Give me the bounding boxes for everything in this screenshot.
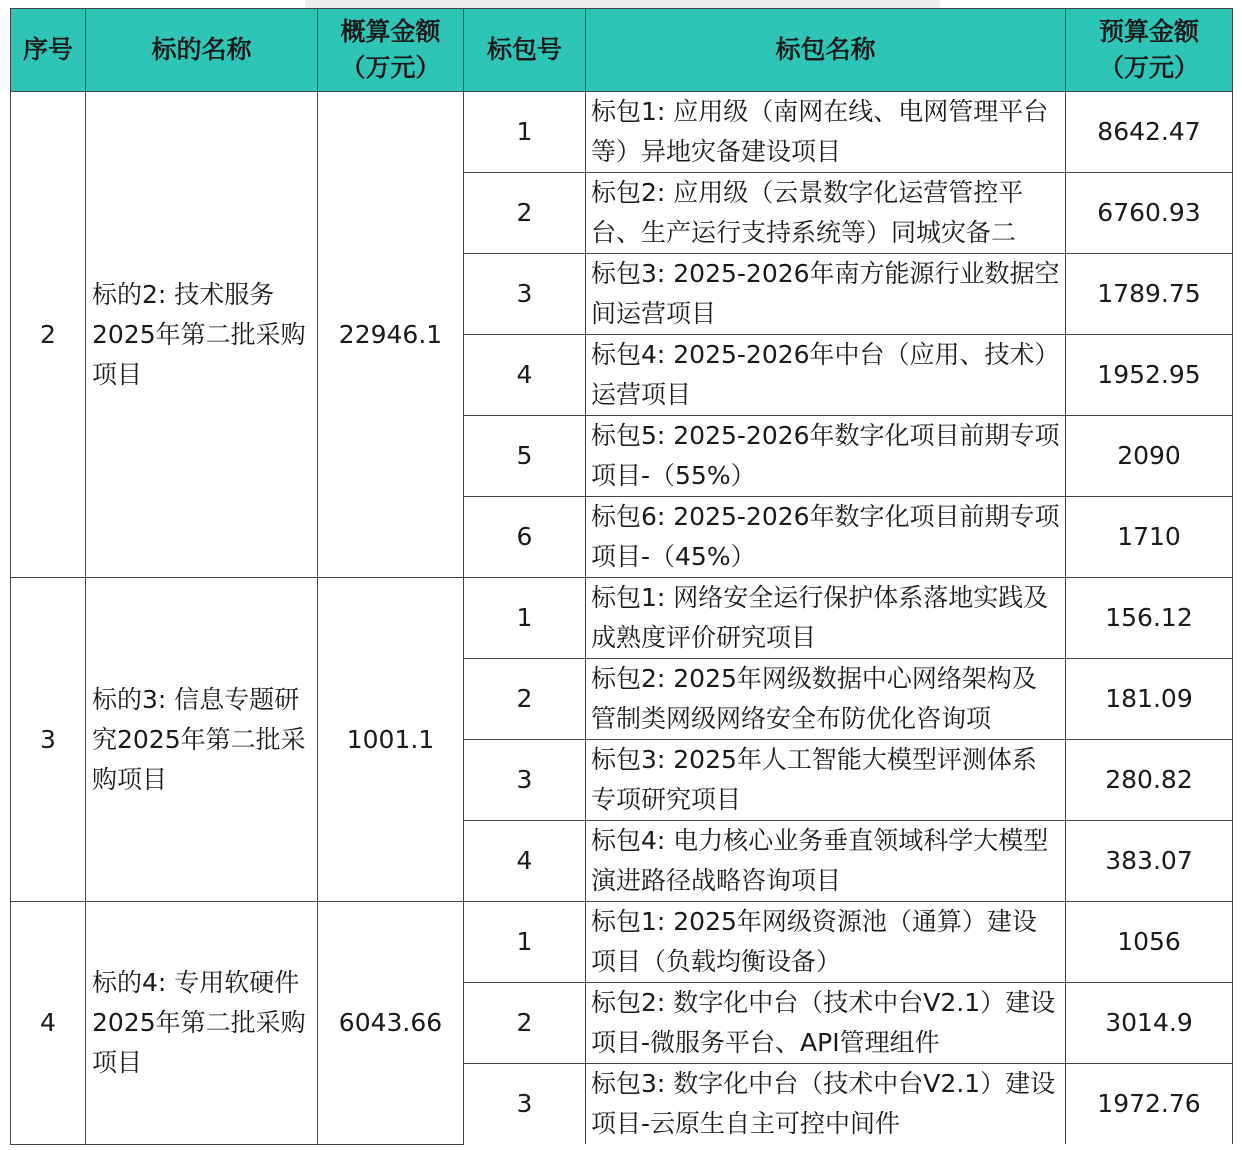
package-number: 1 xyxy=(464,902,586,983)
package-budget: 383.07 xyxy=(1066,821,1233,902)
header-budget-line2: （万元） xyxy=(1098,53,1199,82)
package-budget: 1952.95 xyxy=(1066,335,1233,416)
package-number: 1 xyxy=(464,578,586,659)
header-name: 标的名称 xyxy=(86,9,318,92)
group-name: 标的2: 技术服务2025年第二批采购项目 xyxy=(86,92,318,578)
package-budget: 1789.75 xyxy=(1066,254,1233,335)
package-budget: 8642.47 xyxy=(1066,92,1233,173)
package-number: 2 xyxy=(464,173,586,254)
package-name: 标包2: 2025年网级数据中心网络架构及管制类网级网络安全布防优化咨询项 xyxy=(586,659,1066,740)
header-estimate-line2: （万元） xyxy=(340,53,441,82)
package-number: 3 xyxy=(464,740,586,821)
group-name: 标的4: 专用软硬件2025年第二批采购项目 xyxy=(86,902,318,1145)
package-budget: 280.82 xyxy=(1066,740,1233,821)
package-number: 3 xyxy=(464,1064,586,1145)
package-name: 标包1: 应用级（南网在线、电网管理平台等）异地灾备建设项目 xyxy=(586,92,1066,173)
group-name: 标的3: 信息专题研究2025年第二批采购项目 xyxy=(86,578,318,902)
package-name: 标包3: 2025年人工智能大模型评测体系专项研究项目 xyxy=(586,740,1066,821)
package-number: 5 xyxy=(464,416,586,497)
package-number: 3 xyxy=(464,254,586,335)
package-budget: 2090 xyxy=(1066,416,1233,497)
package-budget: 156.12 xyxy=(1066,578,1233,659)
group-estimate: 1001.1 xyxy=(318,578,464,902)
package-name: 标包6: 2025-2026年数字化项目前期专项项目-（45%） xyxy=(586,497,1066,578)
procurement-table xyxy=(10,8,1233,1145)
package-budget: 181.09 xyxy=(1066,659,1233,740)
table-row xyxy=(11,578,1233,659)
package-name: 标包1: 2025年网级资源池（通算）建设项目（负载均衡设备） xyxy=(586,902,1066,983)
table-row xyxy=(11,92,1233,173)
package-number: 2 xyxy=(464,983,586,1064)
package-budget: 1710 xyxy=(1066,497,1233,578)
package-budget: 1972.76 xyxy=(1066,1064,1233,1145)
table-row xyxy=(11,902,1233,983)
package-name: 标包2: 应用级（云景数字化运营管控平台、生产运行支持系统等）同城灾备二 xyxy=(586,173,1066,254)
top-divider xyxy=(305,0,940,8)
group-seq: 2 xyxy=(11,92,86,578)
header-estimate xyxy=(318,9,464,92)
group-estimate: 22946.1 xyxy=(318,92,464,578)
group-seq: 3 xyxy=(11,578,86,902)
package-budget: 3014.9 xyxy=(1066,983,1233,1064)
package-name: 标包4: 电力核心业务垂直领域科学大模型演进路径战略咨询项目 xyxy=(586,821,1066,902)
package-number: 6 xyxy=(464,497,586,578)
package-number: 4 xyxy=(464,821,586,902)
header-row xyxy=(11,9,1233,92)
group-estimate: 6043.66 xyxy=(318,902,464,1145)
header-budget-line1: 预算金额 xyxy=(1098,16,1199,46)
header-estimate-line1: 概算金额 xyxy=(340,16,441,46)
package-budget: 1056 xyxy=(1066,902,1233,983)
header-package-name: 标包名称 xyxy=(586,9,1066,92)
header-budget xyxy=(1066,9,1233,92)
package-number: 1 xyxy=(464,92,586,173)
header-seq: 序号 xyxy=(11,9,86,92)
header-package-number: 标包号 xyxy=(464,9,586,92)
package-budget: 6760.93 xyxy=(1066,173,1233,254)
package-name: 标包5: 2025-2026年数字化项目前期专项项目-（55%） xyxy=(586,416,1066,497)
package-name: 标包1: 网络安全运行保护体系落地实践及成熟度评价研究项目 xyxy=(586,578,1066,659)
package-name: 标包4: 2025-2026年中台（应用、技术）运营项目 xyxy=(586,335,1066,416)
package-name: 标包2: 数字化中台（技术中台V2.1）建设项目-微服务平台、API管理组件 xyxy=(586,983,1066,1064)
package-number: 4 xyxy=(464,335,586,416)
package-name: 标包3: 数字化中台（技术中台V2.1）建设项目-云原生自主可控中间件 xyxy=(586,1064,1066,1145)
group-seq: 4 xyxy=(11,902,86,1145)
package-name: 标包3: 2025-2026年南方能源行业数据空间运营项目 xyxy=(586,254,1066,335)
package-number: 2 xyxy=(464,659,586,740)
